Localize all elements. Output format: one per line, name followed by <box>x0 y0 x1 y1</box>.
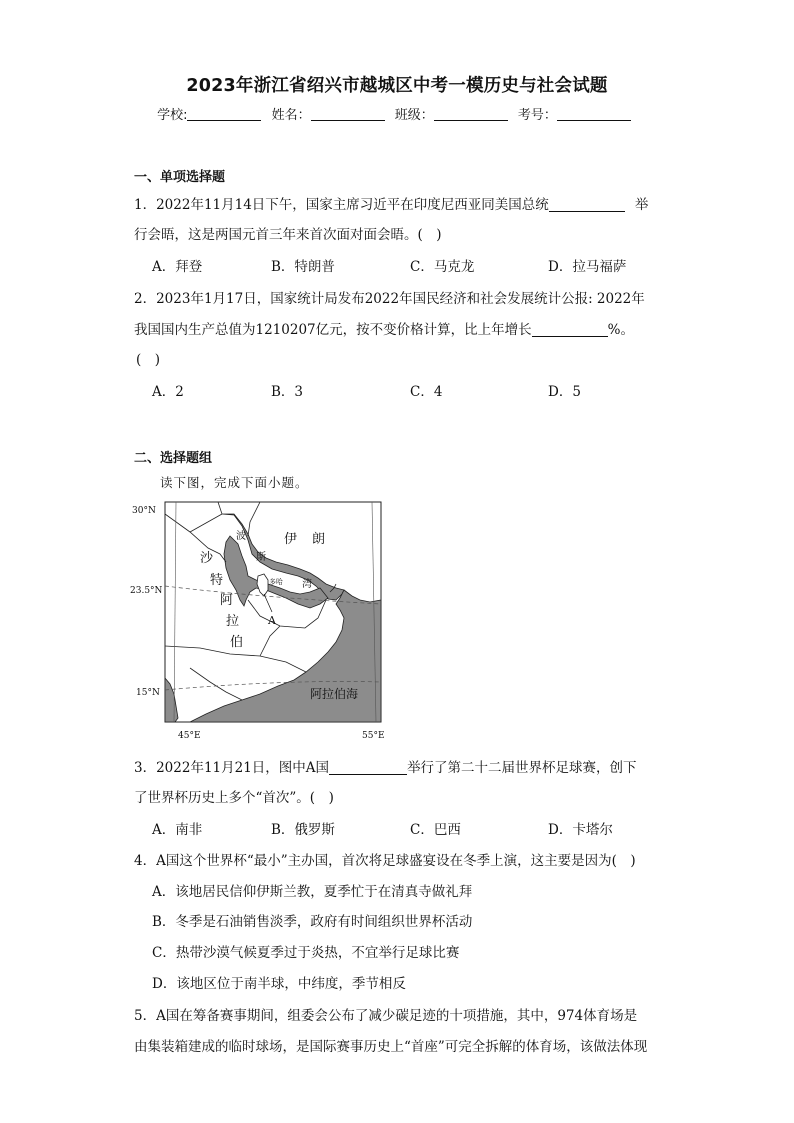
saudi-label-5: 伯 <box>230 635 244 650</box>
lon-label-55: 55°E <box>362 731 385 741</box>
q3-answer-blank[interactable] <box>329 760 407 775</box>
student-info-line <box>0 104 794 123</box>
iran-label-1: 伊 <box>284 532 298 547</box>
q1-text-a: 1．2022年11月14日下午，国家主席习近平在印度尼西亚同美国总统 <box>134 197 549 213</box>
class-blank[interactable] <box>434 107 508 121</box>
q2-option-a[interactable]: A．2 <box>152 384 184 400</box>
saudi-label-2: 特 <box>210 573 224 588</box>
q4-option-c[interactable]: C．热带沙漠气候夏季过于炎热，不宜举行足球比赛 <box>152 945 460 961</box>
iran-label-2: 朗 <box>312 532 326 547</box>
page-title: 2023年浙江省绍兴市越城区中考一模历史与社会试题 <box>186 76 608 96</box>
q5-line-1: 5．A国在筹备赛事期间，组委会公布了减少碳足迹的十项措施，其中，974体育场是 <box>134 1008 638 1024</box>
exam-no-blank[interactable] <box>557 107 631 121</box>
gulf-label-2: 斯 <box>256 552 266 563</box>
school-label: 学校: <box>157 108 188 123</box>
q2-line-2 <box>134 318 634 338</box>
lat-label-15: 15°N <box>136 688 160 698</box>
name-label: 姓名： <box>271 108 311 123</box>
q2-answer-blank[interactable] <box>532 322 608 337</box>
q2-line-3: ( ) <box>136 352 161 368</box>
q1-line-1 <box>134 193 648 213</box>
persian-gulf-map <box>130 496 392 742</box>
q4-option-a[interactable]: A．该地居民信仰伊斯兰教，夏季忙于在清真寺做礼拜 <box>152 884 473 900</box>
q3-option-c[interactable]: C．巴西 <box>410 822 461 838</box>
section-heading-2: 二、选择题组 <box>134 451 213 466</box>
q1-text-b: 举 <box>634 197 649 213</box>
lat-label-23-5: 23.5°N <box>130 586 163 596</box>
q3-text-a: 3．2022年11月21日，图中A国 <box>134 760 330 776</box>
q2-option-d[interactable]: D．5 <box>548 384 581 400</box>
q2-option-b[interactable]: B．3 <box>271 384 304 400</box>
q3-option-d[interactable]: D．卡塔尔 <box>548 822 613 838</box>
q3-line-1 <box>134 756 637 776</box>
point-a-label: A <box>268 614 276 627</box>
q1-option-b[interactable]: B．特朗普 <box>271 259 335 275</box>
q3-option-b[interactable]: B．俄罗斯 <box>271 822 335 838</box>
q2-line-1: 2．2023年1月17日，国家统计局发布2022年国民经济和社会发展统计公报: 2022年 <box>134 291 645 307</box>
saudi-label-4: 拉 <box>226 614 240 629</box>
gulf-label-1: 波 <box>236 531 246 542</box>
arabian-sea-label: 阿拉伯海 <box>310 687 359 701</box>
lon-label-45: 45°E <box>178 731 201 741</box>
q2-text-b: %。 <box>607 322 634 338</box>
class-label: 班级： <box>394 108 434 123</box>
doha-label: 多哈 <box>269 578 283 586</box>
saudi-label-1: 沙 <box>200 551 214 566</box>
saudi-label-3: 阿 <box>220 593 234 608</box>
q4-option-b[interactable]: B．冬季是石油销售淡季，政府有时间组织世界杯活动 <box>152 914 473 930</box>
q4-option-d[interactable]: D．该地区位于南半球，中纬度，季节相反 <box>152 976 406 992</box>
school-blank[interactable] <box>187 107 261 121</box>
q2-text-a: 我国国内生产总值为1210207亿元，按不变价格计算，比上年增长 <box>134 322 532 338</box>
gulf-label-3: 湾 <box>302 579 312 590</box>
q3-option-a[interactable]: A．南非 <box>152 822 203 838</box>
q3-line-2: 了世界杯历史上多个“首次”。( ) <box>134 790 334 806</box>
lat-label-30: 30°N <box>132 506 156 516</box>
q1-line-2: 行会晤，这是两国元首三年来首次面对面会晤。( ) <box>134 227 442 243</box>
q1-option-d[interactable]: D．拉马福萨 <box>548 259 627 275</box>
q1-option-c[interactable]: C．马克龙 <box>410 259 475 275</box>
q5-line-2: 由集装箱建成的临时球场，是国际赛事历史上“首座”可完全拆解的体育场，该做法体现 <box>134 1039 648 1055</box>
q1-option-a[interactable]: A．拜登 <box>152 259 203 275</box>
q1-answer-blank[interactable] <box>549 197 625 212</box>
name-blank[interactable] <box>311 107 385 121</box>
q3-text-b: 举行了第二十二届世界杯足球赛，创下 <box>407 760 637 776</box>
q4-stem: 4．A国这个世界杯“最小”主办国，首次将足球盛宴设在冬季上演，这主要是因为( ) <box>134 853 636 869</box>
map-intro: 读下图，完成下面小题。 <box>160 475 309 490</box>
q2-option-c[interactable]: C．4 <box>410 384 443 400</box>
exam-no-label: 考号： <box>517 108 557 123</box>
section-heading-1: 一、单项选择题 <box>134 170 226 185</box>
